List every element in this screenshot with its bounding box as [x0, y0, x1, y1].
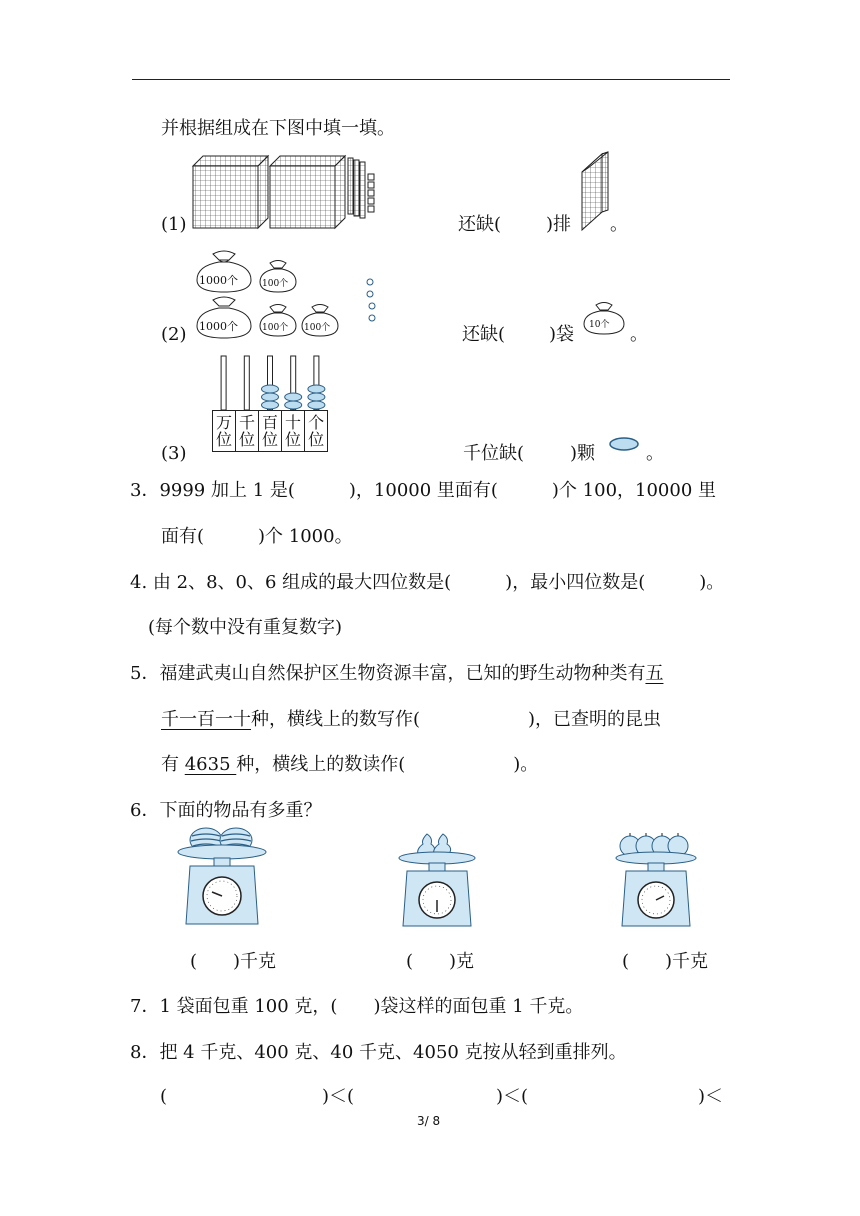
scale-watermelon-icon [176, 826, 268, 930]
abacus [212, 354, 328, 454]
bag-100-label: 100个 [304, 323, 331, 333]
row2-text-c: 。 [630, 324, 648, 345]
q6-title: 6．下面的物品有多重？ [130, 800, 322, 821]
q8-paren-3: )＜( [496, 1086, 529, 1107]
row3-text-c: 。 [646, 443, 664, 464]
abacus-bead [262, 401, 279, 409]
q3-line2: 面有( )个 1000。 [161, 526, 353, 547]
q8-paren-4: )＜ [698, 1086, 724, 1107]
row2-text-b: )袋 [549, 324, 575, 345]
row3-text-a: 千位缺( [463, 443, 525, 464]
ten-rods-icon [348, 158, 365, 218]
abacus-place-labels [212, 410, 328, 452]
row2-text-a: 还缺( [462, 324, 506, 345]
bag-10-label: 10个 [589, 320, 610, 330]
thousand-cube-icon [193, 156, 268, 228]
q5-underlined-2: 千一百一十 [161, 709, 251, 730]
bead-icon [608, 436, 640, 452]
q4-line1: 4. 由 2、8、0、6 组成的最大四位数是( )，最小四位数是( )。 [130, 572, 725, 593]
bag-1000-icon [193, 248, 255, 294]
unit-cubes-icon [368, 174, 374, 212]
scale-pear-icon [397, 830, 477, 930]
scale-apple-icon [614, 832, 698, 930]
q7-text: 7．1 袋面包重 100 克，( )袋这样的面包重 1 千克。 [130, 996, 584, 1017]
abacus-bead [308, 385, 325, 393]
abacus-place-label: 百位 [259, 411, 282, 451]
q6-answer-3: ( )千克 [622, 951, 709, 972]
bag-100-label: 100个 [262, 323, 289, 333]
coins-icon [364, 278, 380, 326]
q5-line3-text-a: 有 [161, 754, 185, 775]
bag-100-icon [258, 258, 298, 294]
q5-line3 [161, 753, 538, 777]
bag-1000-label: 1000个 [199, 320, 238, 333]
abacus-rods [212, 354, 328, 410]
row1-text-c: 。 [610, 214, 628, 235]
q5-line3-text-b: 种，横线上的数读作( )。 [236, 754, 539, 775]
page-number: 3/ 8 [417, 1114, 441, 1128]
abacus-bead [262, 385, 279, 393]
thousand-cubes-figure [190, 150, 390, 230]
abacus-rod [221, 356, 226, 410]
row1-text-a: 还缺( [458, 214, 502, 235]
abacus-rod [244, 356, 249, 410]
abacus-place-label: 万位 [213, 411, 236, 451]
q5-line2 [161, 708, 661, 732]
q6-answer-1: ( )千克 [190, 951, 277, 972]
bag-10-icon [582, 300, 626, 336]
row1-label: (1) [161, 214, 187, 235]
bag-1000-icon [193, 294, 255, 340]
abacus-place-label: 个位 [308, 413, 325, 449]
thousand-cube-icon [270, 156, 345, 228]
q3-line1: 3．9999 加上 1 是( )，10000 里面有( )个 100，10000 里 [130, 480, 717, 501]
abacus-bead [285, 401, 302, 409]
bag-100-icon [300, 302, 340, 338]
abacus-bead [262, 393, 279, 401]
q8-paren-2: )＜( [322, 1086, 355, 1107]
q5-underlined-3: 4635 [184, 754, 237, 775]
abacus-bead [285, 393, 302, 401]
hundred-flat-icon [580, 152, 610, 232]
q5-line2-text: 种，横线上的数写作( )，已查明的昆虫 [251, 709, 662, 730]
q5-line1-text: 5．福建武夷山自然保护区生物资源丰富，已知的野生动物种类有 [130, 663, 646, 684]
bag-1000-label: 1000个 [199, 274, 238, 287]
abacus-bead [308, 393, 325, 401]
row3-text-b: )颗 [570, 443, 596, 464]
abacus-place-label: 十位 [282, 411, 305, 451]
q8-title: 8．把 4 千克、400 克、40 千克、4050 克按从轻到重排列。 [130, 1042, 627, 1063]
q5-underlined-1: 五 [645, 663, 664, 684]
header-rule [132, 79, 730, 80]
row1-text-b: )排 [546, 214, 572, 235]
intro-text: 并根据组成在下图中填一填。 [161, 118, 395, 139]
q6-answer-2: ( )克 [406, 951, 475, 972]
q5-line1 [130, 662, 663, 686]
q4-line2: (每个数中没有重复数字) [148, 617, 343, 638]
row2-label: (2) [161, 324, 187, 345]
row3-label: (3) [161, 443, 187, 464]
abacus-place-label: 千位 [236, 411, 259, 451]
bag-100-icon [258, 302, 298, 338]
abacus-bead [308, 401, 325, 409]
bag-100-label: 100个 [262, 279, 289, 289]
q8-paren-1: ( [160, 1086, 168, 1107]
